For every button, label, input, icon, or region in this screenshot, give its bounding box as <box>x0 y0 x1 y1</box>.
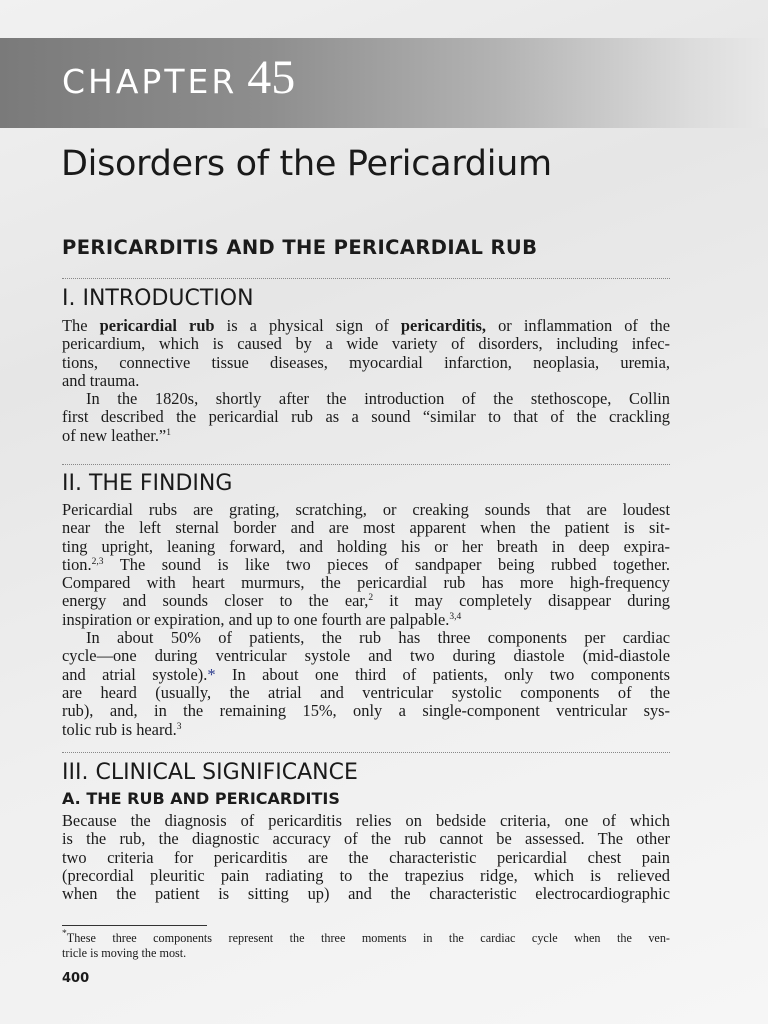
text-line: rub), and, in the remaining 15%, only a single-component ventricular sys- <box>62 701 670 721</box>
text-line: inspiration or expiration, and up to one fourth are palpable.$^{3,4}$ <box>62 609 462 629</box>
text-line: when the patient is sitting up) and the characteristic electrocardiographic <box>62 884 670 904</box>
chapter-title: Disorders of the Pericardium <box>61 144 552 184</box>
text-line: Compared with heart murmurs, the pericardial rub has more high-frequency <box>62 573 670 593</box>
footnote-rule <box>62 925 207 926</box>
finding-paragraphs <box>62 501 670 739</box>
dotted-divider <box>62 752 670 753</box>
text-line: *These three components represent the three moments in the cardiac cycle when the ven- <box>62 929 670 945</box>
text-line: The pericardial rub is a physical sign of pericarditis, or inflammation of the <box>62 316 670 335</box>
text-line: of new leather.”$^1$ <box>62 425 171 445</box>
text-line: ting upright, leaning forward, and holding his or her breath in deep expira- <box>62 536 670 556</box>
dotted-divider <box>62 464 670 465</box>
citation-ref: 3,4 <box>449 611 462 622</box>
text-line: two criteria for pericarditis are the characteristic pericardial chest pain <box>62 847 670 867</box>
dotted-divider <box>62 278 670 279</box>
chapter-number: 45 <box>247 51 296 104</box>
footnote-marker-link[interactable]: * <box>207 664 216 684</box>
text-line: near the left sternal border and are most apparent when the patient is sit- <box>62 518 670 538</box>
part-heading: PERICARDITIS AND THE PERICARDIAL RUB <box>62 236 538 259</box>
text-line: cycle—one during ventricular systole and two during diastole (mid-diastole <box>62 646 670 666</box>
text-line: tion.$^{2,3}$ The sound is like two pieces of sandpaper being rubbed together. <box>62 554 670 574</box>
chapter-word: CHAPTER <box>62 62 238 101</box>
chapter-label <box>62 50 295 105</box>
text-line: In about 50% of patients, the rub has three components per cardiac <box>86 628 670 648</box>
text-line: (precordial pleuritic pain radiating to the trapezius ridge, which is relieved <box>62 865 670 885</box>
footnote-marker: * <box>62 929 67 939</box>
term-pericardial-rub: pericardial rub <box>99 316 215 335</box>
text-line: and atrial systole).* In about one third of patients, only two components <box>62 664 670 684</box>
text-line: pericardium, which is caused by a wide variety of disorders, including infec- <box>62 334 670 354</box>
text-line: tolic rub is heard.$^3$ <box>62 719 182 739</box>
text-line: and trauma. <box>62 370 140 390</box>
text-line: Because the diagnosis of pericarditis relies on bedside criteria, one of which <box>62 811 670 830</box>
term-pericarditis: pericarditis, <box>400 316 487 335</box>
text-line: first described the pericardial rub as a sound “similar to that of the crackling <box>62 407 670 427</box>
text-line: energy and sounds closer to the ear,$^2$ it may completely disappear during <box>62 591 671 611</box>
clinical-paragraph <box>62 812 670 903</box>
page-number: 400 <box>62 971 90 986</box>
section-heading-the-finding: II. THE FINDING <box>62 471 233 496</box>
citation-ref: 3 <box>176 721 182 732</box>
text-line: tions, connective tissue diseases, myocardial infarction, neoplasia, uremia, <box>62 352 670 372</box>
text-line: In the 1820s, shortly after the introduction of the stethoscope, Collin <box>86 389 670 409</box>
intro-paragraph-1 <box>62 317 670 445</box>
section-heading-introduction: I. INTRODUCTION <box>62 286 254 311</box>
text-line: tricle is moving the most. <box>62 946 187 960</box>
citation-ref: 2,3 <box>91 556 104 567</box>
citation-ref: 1 <box>166 427 171 438</box>
text-line: are heard (usually, the atrial and ventricular systolic components of the <box>62 682 670 702</box>
text-line: is the rub, the diagnostic accuracy of the rub cannot be assessed. The other <box>62 829 670 849</box>
subsection-heading-rub-and-pericarditis: A. THE RUB AND PERICARDITIS <box>62 789 340 808</box>
section-heading-clinical-significance: III. CLINICAL SIGNIFICANCE <box>62 760 358 785</box>
citation-ref: 2 <box>368 593 374 604</box>
text-line: Pericardial rubs are grating, scratching, or creaking sounds that are loudest <box>62 500 670 519</box>
footnote <box>62 931 670 961</box>
